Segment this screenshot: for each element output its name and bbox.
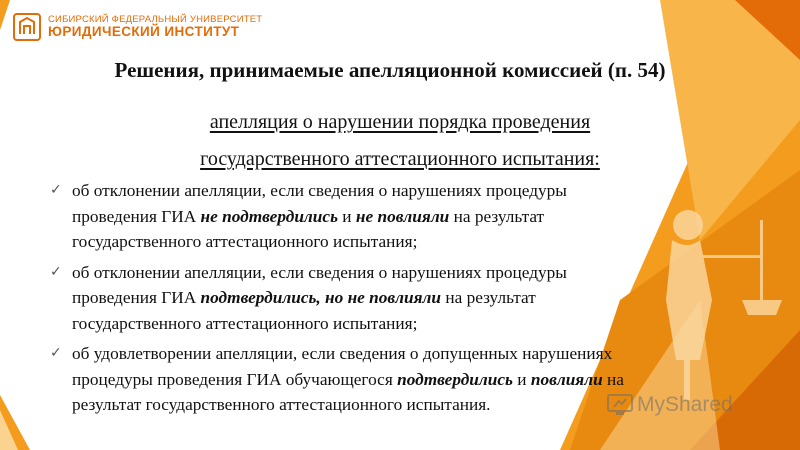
item-text: на результат государственного аттестационного испытания.: [72, 369, 624, 414]
list-item: [50, 341, 650, 418]
checkmark-icon: ✓: [50, 182, 62, 198]
checkmark-icon: ✓: [50, 345, 62, 361]
watermark-text: MyShared: [637, 393, 733, 416]
item-text: и: [512, 369, 531, 389]
item-text: и: [337, 206, 356, 226]
item-text: об удовлетворении апелляции, если сведения о допущенных нарушениях процедуры проведения ГИА обучающегося: [72, 344, 613, 389]
item-emphasis: повлияли: [530, 369, 603, 389]
university-name: СИБИРСКИЙ ФЕДЕРАЛЬНЫЙ УНИВЕРСИТЕТ: [48, 13, 263, 25]
checkmark-icon: ✓: [50, 263, 62, 280]
item-text: об отклонении апелляции, если сведения о нарушениях процедуры проведения ГИА: [72, 181, 567, 226]
myshared-logo-icon: [607, 394, 633, 416]
university-logo-icon: [12, 12, 42, 42]
slide-subtitle: [0, 104, 800, 178]
item-emphasis: подтвердились, но не повлияли: [200, 288, 442, 307]
slide-title: Решения, принимаемые апелляционной комиссией (п. 54): [114, 58, 666, 82]
institute-name: ЮРИДИЧЕСКИЙ ИНСТИТУТ: [48, 23, 240, 39]
myshared-watermark: [607, 393, 733, 417]
decision-list: [50, 178, 650, 423]
item-text: об отклонении апелляции, если сведения о нарушениях процедуры проведения ГИА: [72, 262, 567, 307]
item-emphasis: не подтвердились: [200, 206, 338, 226]
subtitle-line-1: апелляция о нарушении порядка проведения: [209, 111, 591, 133]
subtitle-line-2: государственного аттестационного испытания:: [200, 148, 600, 170]
university-logo: [12, 12, 262, 42]
item-text: на результат государственного аттестационного испытания;: [72, 206, 545, 251]
item-emphasis: подтвердились: [397, 369, 513, 389]
item-emphasis: не повлияли: [355, 206, 450, 226]
item-text: на результат государственного аттестационного испытания;: [72, 288, 536, 333]
list-item: [50, 260, 650, 337]
list-item: [50, 178, 650, 255]
